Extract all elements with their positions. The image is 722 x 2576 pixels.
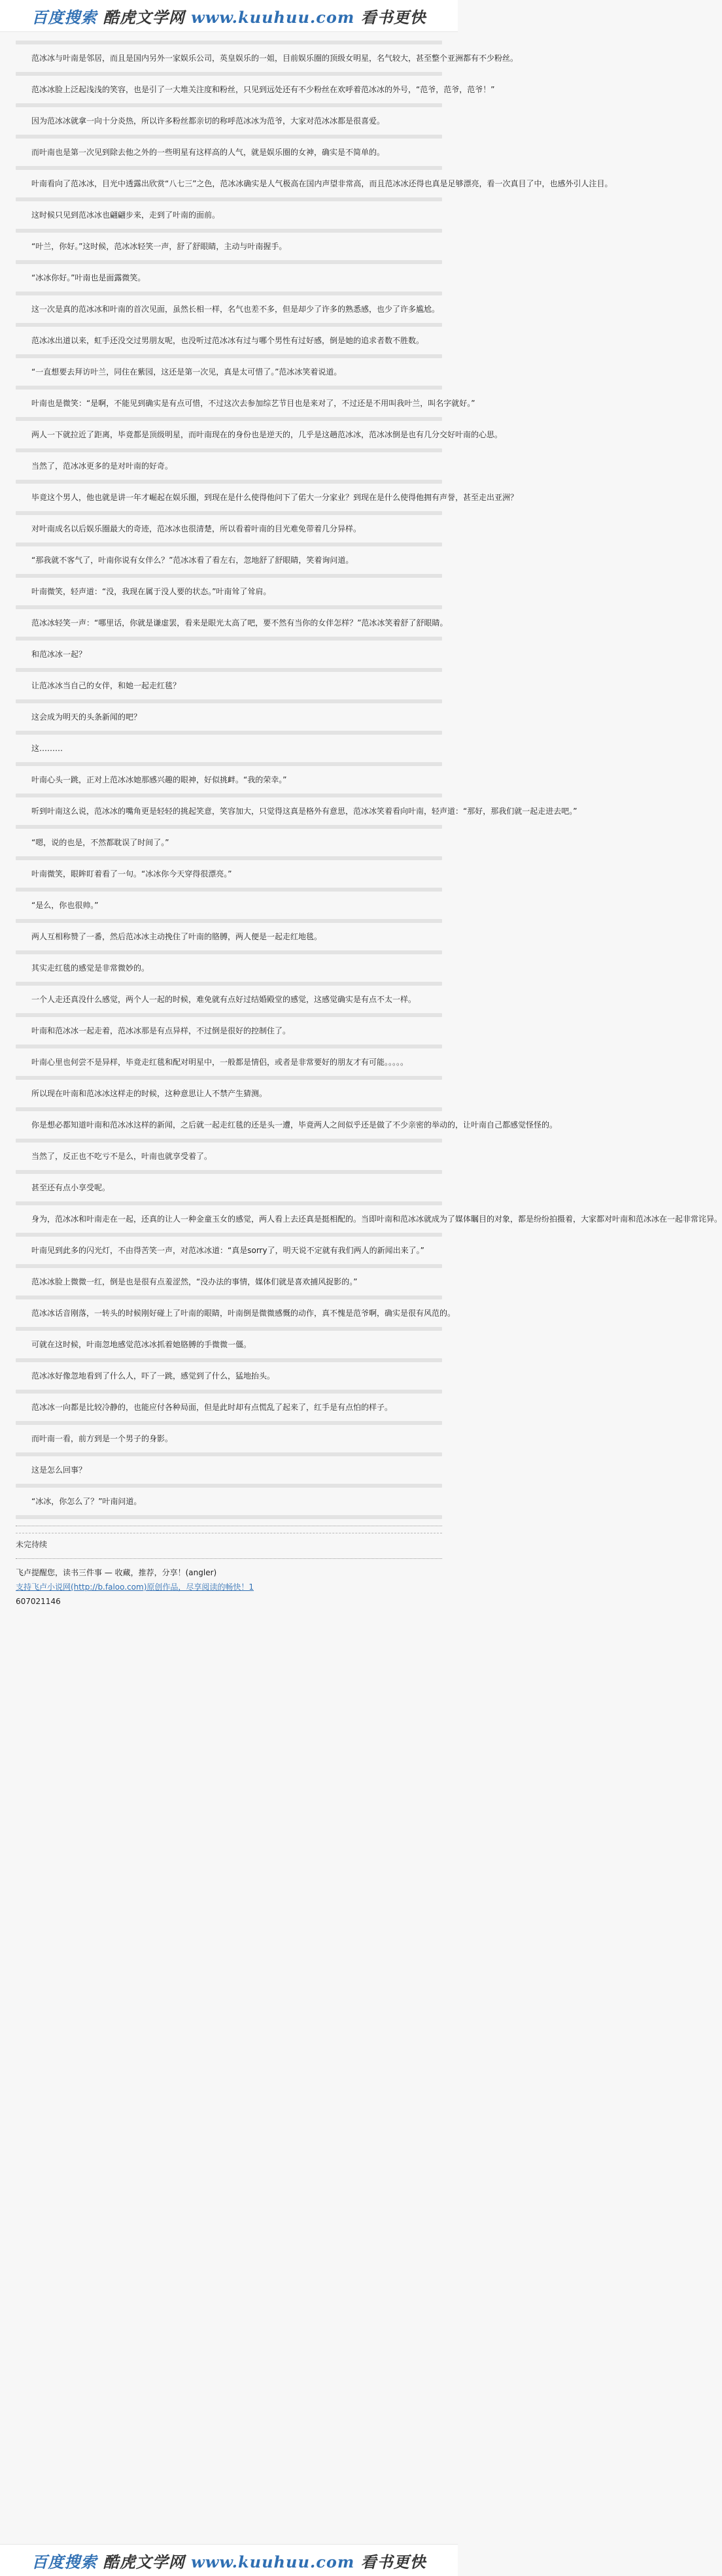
paragraph: “冰冰你好。”叶南也是面露微笑。: [31, 273, 146, 282]
divider: [16, 543, 442, 546]
divider: [16, 731, 442, 735]
paragraph: “那我就不客气了，叶南你说有女伴么？”范冰冰看了看左右，忽地舒了舒眼睛，笑着询问道。: [31, 556, 354, 565]
paragraph: 一个人走还真没什么感觉，两个人一起的时候，难免就有点好过结婚殿堂的感觉，这感觉确实是有点不太一样。: [31, 995, 417, 1004]
footer-note: 飞卢提醒您，读书三件事 — 收藏，推荐，分享！(angler): [16, 1568, 217, 1577]
paragraph: 范冰冰话音刚落，一转头的时候刚好碰上了叶南的眼睛，叶南倒是微微感慨的动作，真不愧是范爷啊，确实是很有风范的。: [31, 1309, 456, 1318]
paragraph: 这………: [31, 744, 63, 753]
paragraph: 范冰冰轻笑一声：“哪里话，你就是谦虚罢，看来是眼光太高了吧，要不然有当你的女伴怎样？”范冰冰笑着舒了舒眼睛。: [31, 618, 448, 627]
divider: [16, 1170, 442, 1174]
paragraph: 这是怎么回事？: [31, 1465, 87, 1475]
paragraph: “是么，你也很帅。”: [31, 901, 99, 910]
divider: [16, 982, 442, 986]
divider: [16, 1107, 442, 1111]
divider: [16, 668, 442, 672]
divider: [16, 323, 442, 327]
divider: [16, 1201, 442, 1205]
divider: [16, 574, 442, 578]
paragraph: 毕竟这个男人，他也就是讲一年才崛起在娱乐圈，到现在是什么使得他问下了偌大一分家业？到现在是什么使得他拥有声誉，甚至走出亚洲？: [31, 493, 519, 502]
site-banner-text: [31, 2549, 426, 2572]
site-tagline: 看书更快: [360, 2552, 426, 2571]
divider: [16, 1013, 442, 1017]
paragraph: “嗯，说的也是，不然都耽误了时间了。”: [31, 838, 169, 847]
paragraph: 叶南心里也何尝不是异样，毕竟走红毯和配对明星中，一般都是情侣，或者是非常要好的朋友才有可能。。。。。: [31, 1058, 409, 1067]
divider: [16, 950, 442, 954]
divider: [16, 511, 442, 515]
divider: [16, 1515, 442, 1519]
paragraph: 叶南见到此多的闪光灯，不由得苦笑一声，对范冰冰道：“真是sorry了，明天说不定就有我们两人的新闻出来了。”: [31, 1246, 424, 1255]
divider: [16, 1358, 442, 1362]
site-tagline: 看书更快: [360, 7, 426, 27]
dotted-separator: [16, 1558, 442, 1559]
paragraph: 范冰冰一向都是比较冷静的，也能应付各种局面，但是此时却有点慌乱了起来了，红手是有点怕的样子。: [31, 1403, 393, 1412]
divider: [16, 354, 442, 358]
paragraph: “一直想要去拜访叶兰，同住在紫园，这还是第一次见，真是太可惜了。”范冰冰笑着说道。: [31, 367, 342, 376]
divider: [16, 135, 442, 139]
site-banner-text: [31, 5, 426, 27]
paragraph: 范冰冰脸上微微一红，倒是也是很有点羞涩然，“没办法的事情，媒体们就是喜欢捕风捉影的。”: [31, 1277, 358, 1286]
paragraph: 两人一下就拉近了距离，毕竟都是顶级明星，而叶南现在的身份也是逆天的，几乎是这趟范冰冰，范冰冰倒是也有几分交好叶南的心思。: [31, 430, 503, 439]
divider: [16, 1484, 442, 1488]
divider: [16, 72, 442, 76]
paragraph: 而叶南也是第一次见到除去他之外的一些明星有这样高的人气，就是娱乐圈的女神，确实是不简单的。: [31, 148, 385, 157]
divider: [16, 1076, 442, 1080]
footer-id: 607021146: [16, 1597, 61, 1606]
paragraph: 可就在这时候，叶南忽地感觉范冰冰抓着她胳膊的手微微一僵。: [31, 1340, 252, 1349]
paragraph: 这一次是真的范冰冰和叶南的首次见面，虽然长相一样，名气也差不多，但是却少了许多的熟悉感，也少了许多尴尬。: [31, 305, 440, 314]
divider: [16, 919, 442, 923]
paragraph: 叶南和范冰冰一起走着，范冰冰那是有点异样，不过倒是很好的控制住了。: [31, 1026, 291, 1035]
divider: [16, 260, 442, 264]
site-url: www.kuuhuu.com: [191, 2552, 355, 2571]
site-name: 百度搜索: [31, 7, 97, 27]
site-subtitle: 酷虎文学网: [103, 7, 185, 27]
site-footer-banner[interactable]: [0, 2544, 458, 2576]
paragraph: 其实走红毯的感觉是非常微妙的。: [31, 963, 150, 973]
site-header-banner[interactable]: [0, 0, 458, 32]
divider: [16, 229, 442, 233]
divider: [16, 762, 442, 766]
paragraph: 当然了，反正也不吃亏不是么，叶南也就享受着了。: [31, 1152, 213, 1161]
divider: [16, 856, 442, 860]
paragraph: “叶兰，你好。”这时候，范冰冰轻笑一声，舒了舒眼睛，主动与叶南握手。: [31, 242, 287, 251]
paragraph: 这会成为明天的头条新闻的吧？: [31, 712, 142, 722]
paragraph: 甚至还有点小享受呢。: [31, 1183, 111, 1192]
divider: [16, 386, 442, 390]
divider: [16, 794, 442, 797]
divider: [16, 417, 442, 421]
paragraph: 因为范冰冰就拿一向十分炎热，所以许多粉丝都亲切的称呼范冰冰为范爷，大家对范冰冰都是很喜爱。: [31, 116, 385, 125]
divider: [16, 292, 442, 295]
divider: [16, 166, 442, 170]
paragraph: 叶南看向了范冰冰，目光中透露出欣赏“八七三”之色，范冰冰确实是人气极高在国内声望非常高，而且范冰冰还得也真是足够漂亮，看一次真目了中，也感外引人注目。: [31, 179, 613, 188]
paragraph: 对叶南成名以后娱乐圈最大的奇迹，范冰冰也很清楚，所以看着叶南的目光难免带着几分异样。: [31, 524, 362, 533]
paragraph: 叶南也是微笑：“是啊，不能见到确实是有点可惜，不过这次去参加综艺节目也是来对了，不过还是不用叫我叶兰，叫名字就好。”: [31, 399, 475, 408]
paragraph: 身为，范冰冰和叶南走在一起，还真的让人一种金童玉女的感觉，两人看上去还真是挺相配的。当即叶南和范冰冰就成为了媒体瞩目的对象，都是纷纷拍摄着，大家都对叶南和范冰冰在一起非常诧异。: [31, 1214, 722, 1224]
paragraph: 范冰冰脸上泛起浅浅的笑容，也是引了一大堆关注度和粉丝，只见到远处还有不少粉丝在欢呼着范冰冰的外号，“范爷，范爷，范爷！”: [31, 85, 495, 94]
paragraph: 而叶南一看，前方到是一个男子的身影。: [31, 1434, 173, 1443]
divider: [16, 1264, 442, 1268]
divider: [16, 448, 442, 452]
divider: [16, 825, 442, 829]
paragraph: 范冰冰出道以来，虹手还没交过男朋友呢，也没听过范冰冰有过与哪个男性有过好感，倒是她的追求者数不胜数。: [31, 336, 424, 345]
end-marker: 未完待续: [16, 1540, 48, 1549]
chapter-content: [16, 34, 722, 2537]
divider: [16, 1327, 442, 1331]
site-name: 百度搜索: [31, 2552, 97, 2571]
divider: [16, 103, 442, 107]
divider: [16, 1421, 442, 1425]
paragraph: 你是想必都知道叶南和范冰冰这样的新闻，之后就一起走红毯的还是头一遭，毕竟两人之间似乎还是做了不少亲密的举动的，让叶南自己都感觉怪怪的。: [31, 1120, 558, 1129]
divider: [16, 605, 442, 609]
paragraph: 所以现在叶南和范冰冰这样走的时候，这种意思让人不禁产生猜测。: [31, 1089, 267, 1098]
divider: [16, 1296, 442, 1299]
divider: [16, 41, 442, 44]
paragraph: 听到叶南这么说，范冰冰的嘴角更是轻轻的挑起笑意，笑容加大，只觉得这真是格外有意思，范冰冰笑着看向叶南，轻声道：“那好，那我们就一起走进去吧。”: [31, 807, 577, 816]
divider: [16, 699, 442, 703]
divider: [16, 1045, 442, 1048]
paragraph: 叶南心头一跳，正对上范冰冰她那感兴趣的眼神，好似挑衅。“我的荣幸。”: [31, 775, 287, 784]
paragraph: 当然了，范冰冰更多的是对叶南的好奇。: [31, 461, 173, 471]
paragraph: 范冰冰好像忽地看到了什么人，吓了一跳，感觉到了什么，猛地抬头。: [31, 1371, 275, 1380]
paragraph: “冰冰，你怎么了？”叶南问道。: [31, 1497, 142, 1506]
site-url: www.kuuhuu.com: [191, 7, 355, 27]
divider: [16, 197, 442, 201]
paragraph: 这时候只见到范冰冰也翩翩步来，走到了叶南的面前。: [31, 210, 220, 220]
paragraph: 两人互相称赞了一番，然后范冰冰主动挽住了叶南的胳膊，两人便是一起走红地毯。: [31, 932, 322, 941]
divider: [16, 1390, 442, 1394]
site-subtitle: 酷虎文学网: [103, 2552, 185, 2571]
paragraph: 叶南微笑，眼眸盯着看了一句。“冰冰你今天穿得很漂亮。”: [31, 869, 232, 878]
divider: [16, 1233, 442, 1237]
divider: [16, 637, 442, 641]
paragraph: 让范冰冰当自己的女伴，和她一起走红毯？: [31, 681, 181, 690]
footer-link[interactable]: 支持飞卢小说网(http://b.faloo.com)原创作品，尽享阅读的畅快！1: [16, 1582, 254, 1592]
divider: [16, 1452, 442, 1456]
paragraph: 和范冰冰一起？: [31, 650, 87, 659]
divider: [16, 480, 442, 484]
divider: [16, 1139, 442, 1143]
divider: [16, 888, 442, 892]
paragraph: 范冰冰与叶南是邻居，而且是国内另外一家娱乐公司，英皇娱乐的一姐，目前娱乐圈的顶级女明星，名气较大，甚至整个亚洲都有不少粉丝。: [31, 54, 519, 63]
paragraph: 叶南微笑，轻声道：“没，我现在属于没人要的状态。”叶南耸了耸肩。: [31, 587, 271, 596]
